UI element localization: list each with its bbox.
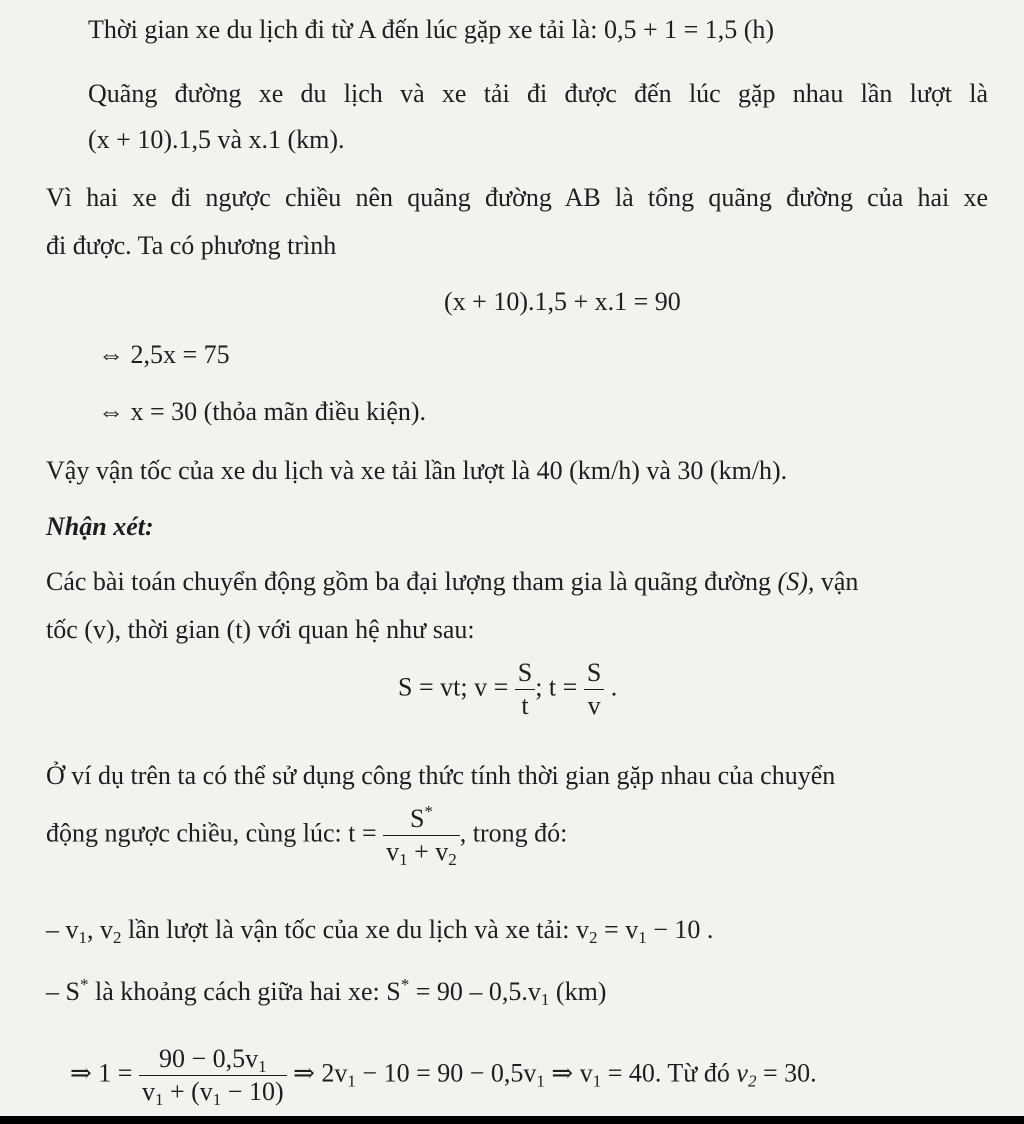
line-distances-expr: (x + 10).1,5 và x.1 (km). [88, 125, 345, 154]
equation-step-2: ⇔ x = 30 (thỏa mãn điều kiện). [98, 397, 427, 426]
text-segment: . Từ đó [654, 1058, 737, 1088]
formula-text: ; t = [535, 672, 578, 702]
text-segment: , v [87, 915, 113, 944]
formula-text: − 10) [221, 1077, 284, 1106]
formula-text: + (v [163, 1077, 213, 1106]
formula-text: = 40 [601, 1058, 655, 1088]
text-segment: Các bài toán chuyển động gồm ba đại lượng tham gia là quãng đường [46, 567, 778, 596]
formula-text: 90 − 0,5v [158, 1044, 259, 1073]
fraction-s-over-v [584, 660, 604, 719]
formula-text: − 10 = 90 − 0,5v [355, 1058, 537, 1088]
superscript: * [424, 802, 433, 821]
heading-remark: Nhận xét: [46, 512, 154, 541]
denominator [383, 836, 460, 869]
superscript: * [79, 975, 89, 994]
formula-text: S = vt; v = [398, 672, 509, 702]
text-segment: (km) [549, 977, 607, 1006]
denominator: v [587, 691, 601, 720]
line-relation-intro: tốc (v), thời gian (t) với quan hệ như sau: [46, 615, 475, 644]
line-opposite-direction: Vì hai xe đi ngược chiều nên quãng đường AB là tổng quãng đường của hai xe [46, 183, 988, 212]
formula-text: = v [597, 915, 639, 944]
subscript: 1 [638, 928, 647, 947]
text-segment: là khoảng cách giữa hai xe: S [88, 977, 401, 1006]
line-motion-quantities [46, 566, 988, 598]
text-segment: lần lượt là vận tốc của xe du lịch và xe tải: [121, 915, 570, 944]
line-velocities [46, 914, 713, 946]
line-final-derivation [70, 1044, 817, 1109]
subscript: 1 [347, 1071, 356, 1091]
line-equation-intro: đi được. Ta có phương trình [46, 231, 337, 260]
formula-text: v [435, 837, 449, 866]
numerator: S [515, 660, 535, 690]
subscript: 2 [747, 1071, 757, 1091]
subscript: 1 [154, 1090, 164, 1109]
text-segment: , trong đó: [459, 818, 568, 848]
subscript: 1 [399, 850, 408, 869]
line-distances-intro: Quãng đường xe du lịch và xe tải đi được đến lúc gặp nhau lần lượt là [88, 79, 988, 108]
equation-step-1: ⇔ 2,5x = 75 [98, 340, 230, 369]
subscript: 1 [592, 1071, 602, 1091]
line-travel-time: Thời gian xe du lịch đi từ A đến lúc gặp xe tải là: 0,5 + 1 = 1,5 (h) [88, 15, 775, 44]
subscript: 2 [448, 850, 457, 869]
equation-main: (x + 10).1,5 + x.1 = 90 [444, 287, 681, 316]
subscript: 1 [212, 1090, 222, 1109]
formula-text: = 30. [756, 1058, 817, 1088]
numerator [383, 802, 460, 836]
formula-text: . [610, 672, 618, 702]
scan-bottom-border [0, 1116, 1024, 1124]
text-segment: – S [46, 977, 80, 1006]
text-segment: động ngược chiều, cùng lúc: [46, 818, 342, 848]
formula-text: t = [348, 818, 377, 848]
line-example-note: Ở ví dụ trên ta có thể sử dụng công thức tính thời gian gặp nhau của chuyển [46, 761, 836, 790]
text-segment: – v [46, 915, 79, 944]
formula-text: ⇒ v [544, 1058, 593, 1088]
formula-text: + [407, 837, 436, 866]
line-conclusion: Vậy vận tốc của xe du lịch và xe tải lần lượt là 40 (km/h) và 30 (km/h). [46, 456, 788, 485]
formula-text: v [576, 915, 590, 944]
formula-text: − 10 . [646, 915, 714, 944]
text-segment-italic: (S), [777, 567, 815, 596]
formula-text: S [409, 804, 425, 833]
subscript: 1 [258, 1057, 267, 1076]
subscript: 1 [78, 928, 87, 947]
formula-svt [398, 660, 617, 719]
numerator [139, 1046, 287, 1076]
numerator: S [584, 660, 604, 690]
fraction-final [139, 1044, 287, 1109]
formula-text: v [141, 1077, 155, 1106]
subscript: 1 [540, 990, 550, 1009]
formula-text: ⇒ 1 = [70, 1058, 133, 1088]
formula-text: ⇒ 2v [293, 1058, 348, 1088]
fraction-s-over-t [515, 660, 535, 719]
text-segment: vận [814, 567, 859, 596]
subscript: 1 [536, 1071, 545, 1091]
line-distance-between [46, 976, 606, 1008]
superscript: * [400, 975, 410, 994]
line-meeting-time [46, 802, 568, 869]
denominator [139, 1076, 287, 1109]
formula-text: v [386, 837, 400, 866]
subscript: 2 [589, 928, 598, 947]
fraction-meeting-time [383, 802, 460, 869]
formula-text-italic: v [736, 1058, 748, 1088]
subscript: 2 [113, 928, 122, 947]
denominator: t [521, 691, 529, 720]
text-segment: = 90 – 0,5.v [409, 977, 541, 1006]
